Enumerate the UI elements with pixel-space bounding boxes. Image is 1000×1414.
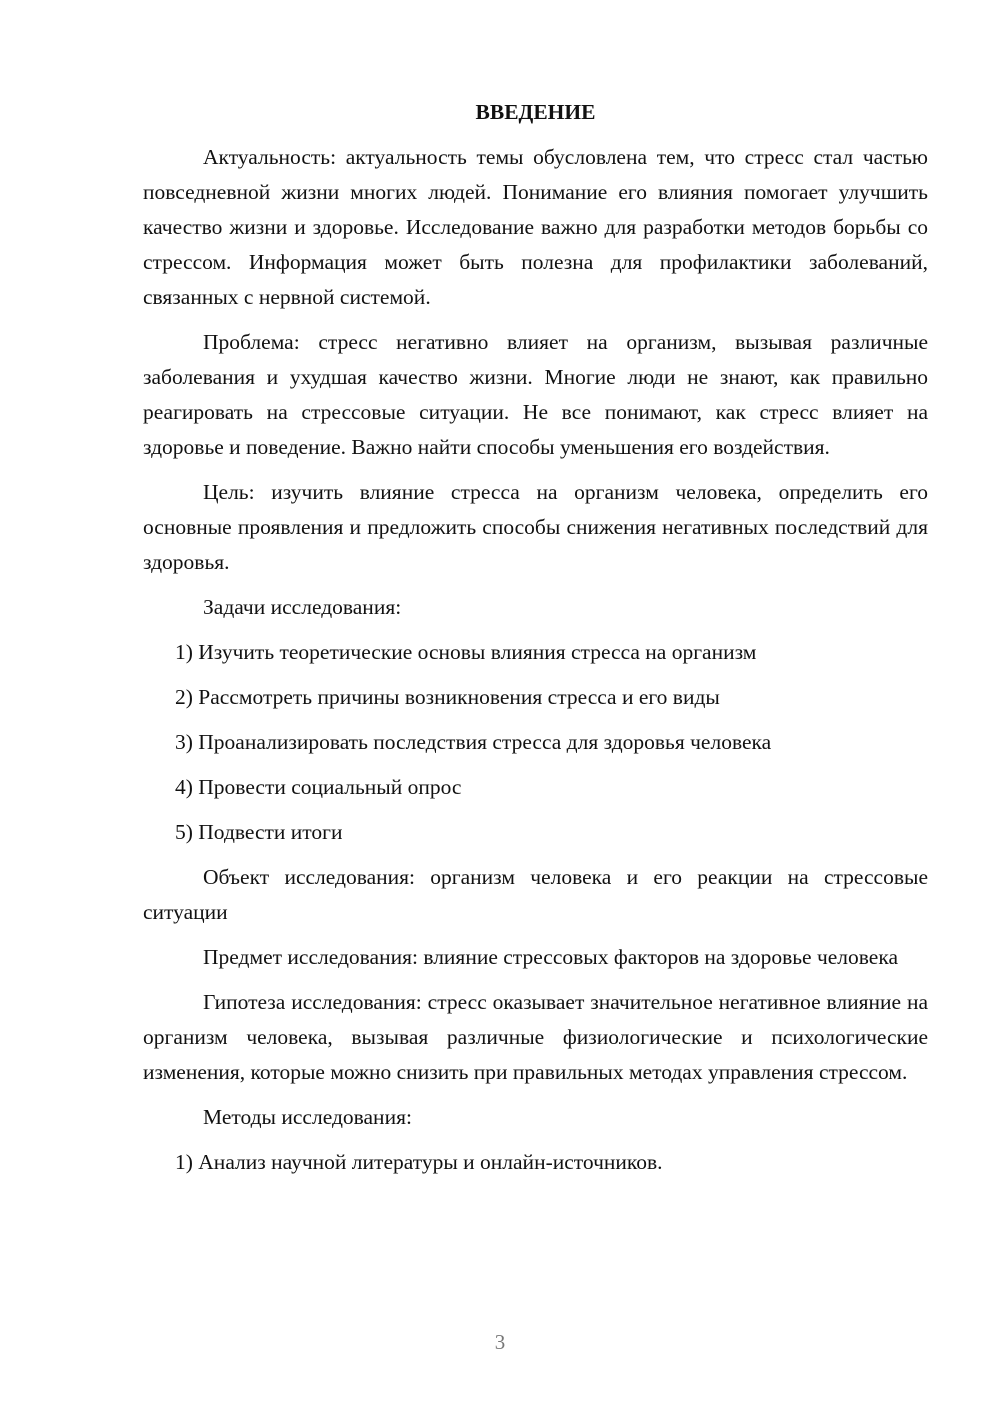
section-title: ВВЕДЕНИЕ xyxy=(475,100,596,124)
object-paragraph: Объект исследования: организм человека и его реакции на стрессовые ситуации xyxy=(143,865,928,924)
problem-paragraph: Проблема: стресс негативно влияет на организм, вызывая различные заболевания и ухудшая качество жизни. Многие люди не знают, как правильно реагировать на стрессовые ситуации. Не все понимают, как стресс влияет на здоровье и поведение. Важно найти способы уменьшения его воздействия. xyxy=(143,330,928,459)
task-item: 4) Провести социальный опрос xyxy=(175,775,462,799)
task-item: 5) Подвести итоги xyxy=(175,820,343,844)
tasks-list xyxy=(143,635,928,850)
method-item: 1) Анализ научной литературы и онлайн-источников. xyxy=(175,1150,663,1174)
task-item: 2) Рассмотреть причины возникновения стресса и его виды xyxy=(175,685,720,709)
subject-paragraph: Предмет исследования: влияние стрессовых факторов на здоровье человека xyxy=(203,945,899,969)
methods-list xyxy=(143,1145,928,1180)
goal-paragraph: Цель: изучить влияние стресса на организм человека, определить его основные проявления и предложить способы снижения негативных последствий для здоровья. xyxy=(143,480,928,574)
page-number: 3 xyxy=(494,1330,506,1354)
document-page xyxy=(143,95,928,1190)
tasks-heading: Задачи исследования: xyxy=(203,595,402,619)
task-item: 3) Проанализировать последствия стресса для здоровья человека xyxy=(175,730,772,754)
methods-heading: Методы исследования: xyxy=(203,1105,412,1129)
hypothesis-paragraph: Гипотеза исследования: стресс оказывает значительное негативное влияние на организм человека, вызывая различные физиологические и психологические изменения, которые можно снизить при правильных методах управления стрессом. xyxy=(143,990,928,1084)
task-item: 1) Изучить теоретические основы влияния стресса на организм xyxy=(175,640,757,664)
relevance-paragraph: Актуальность: актуальность темы обусловлена тем, что стресс стал частью повседневной жизни многих людей. Понимание его влияния помогает улучшить качество жизни и здоровье. Исследование важно для разработки методов борьбы со стрессом. Информация может быть полезна для профилактики заболеваний, связанных с нервной системой. xyxy=(143,145,928,309)
